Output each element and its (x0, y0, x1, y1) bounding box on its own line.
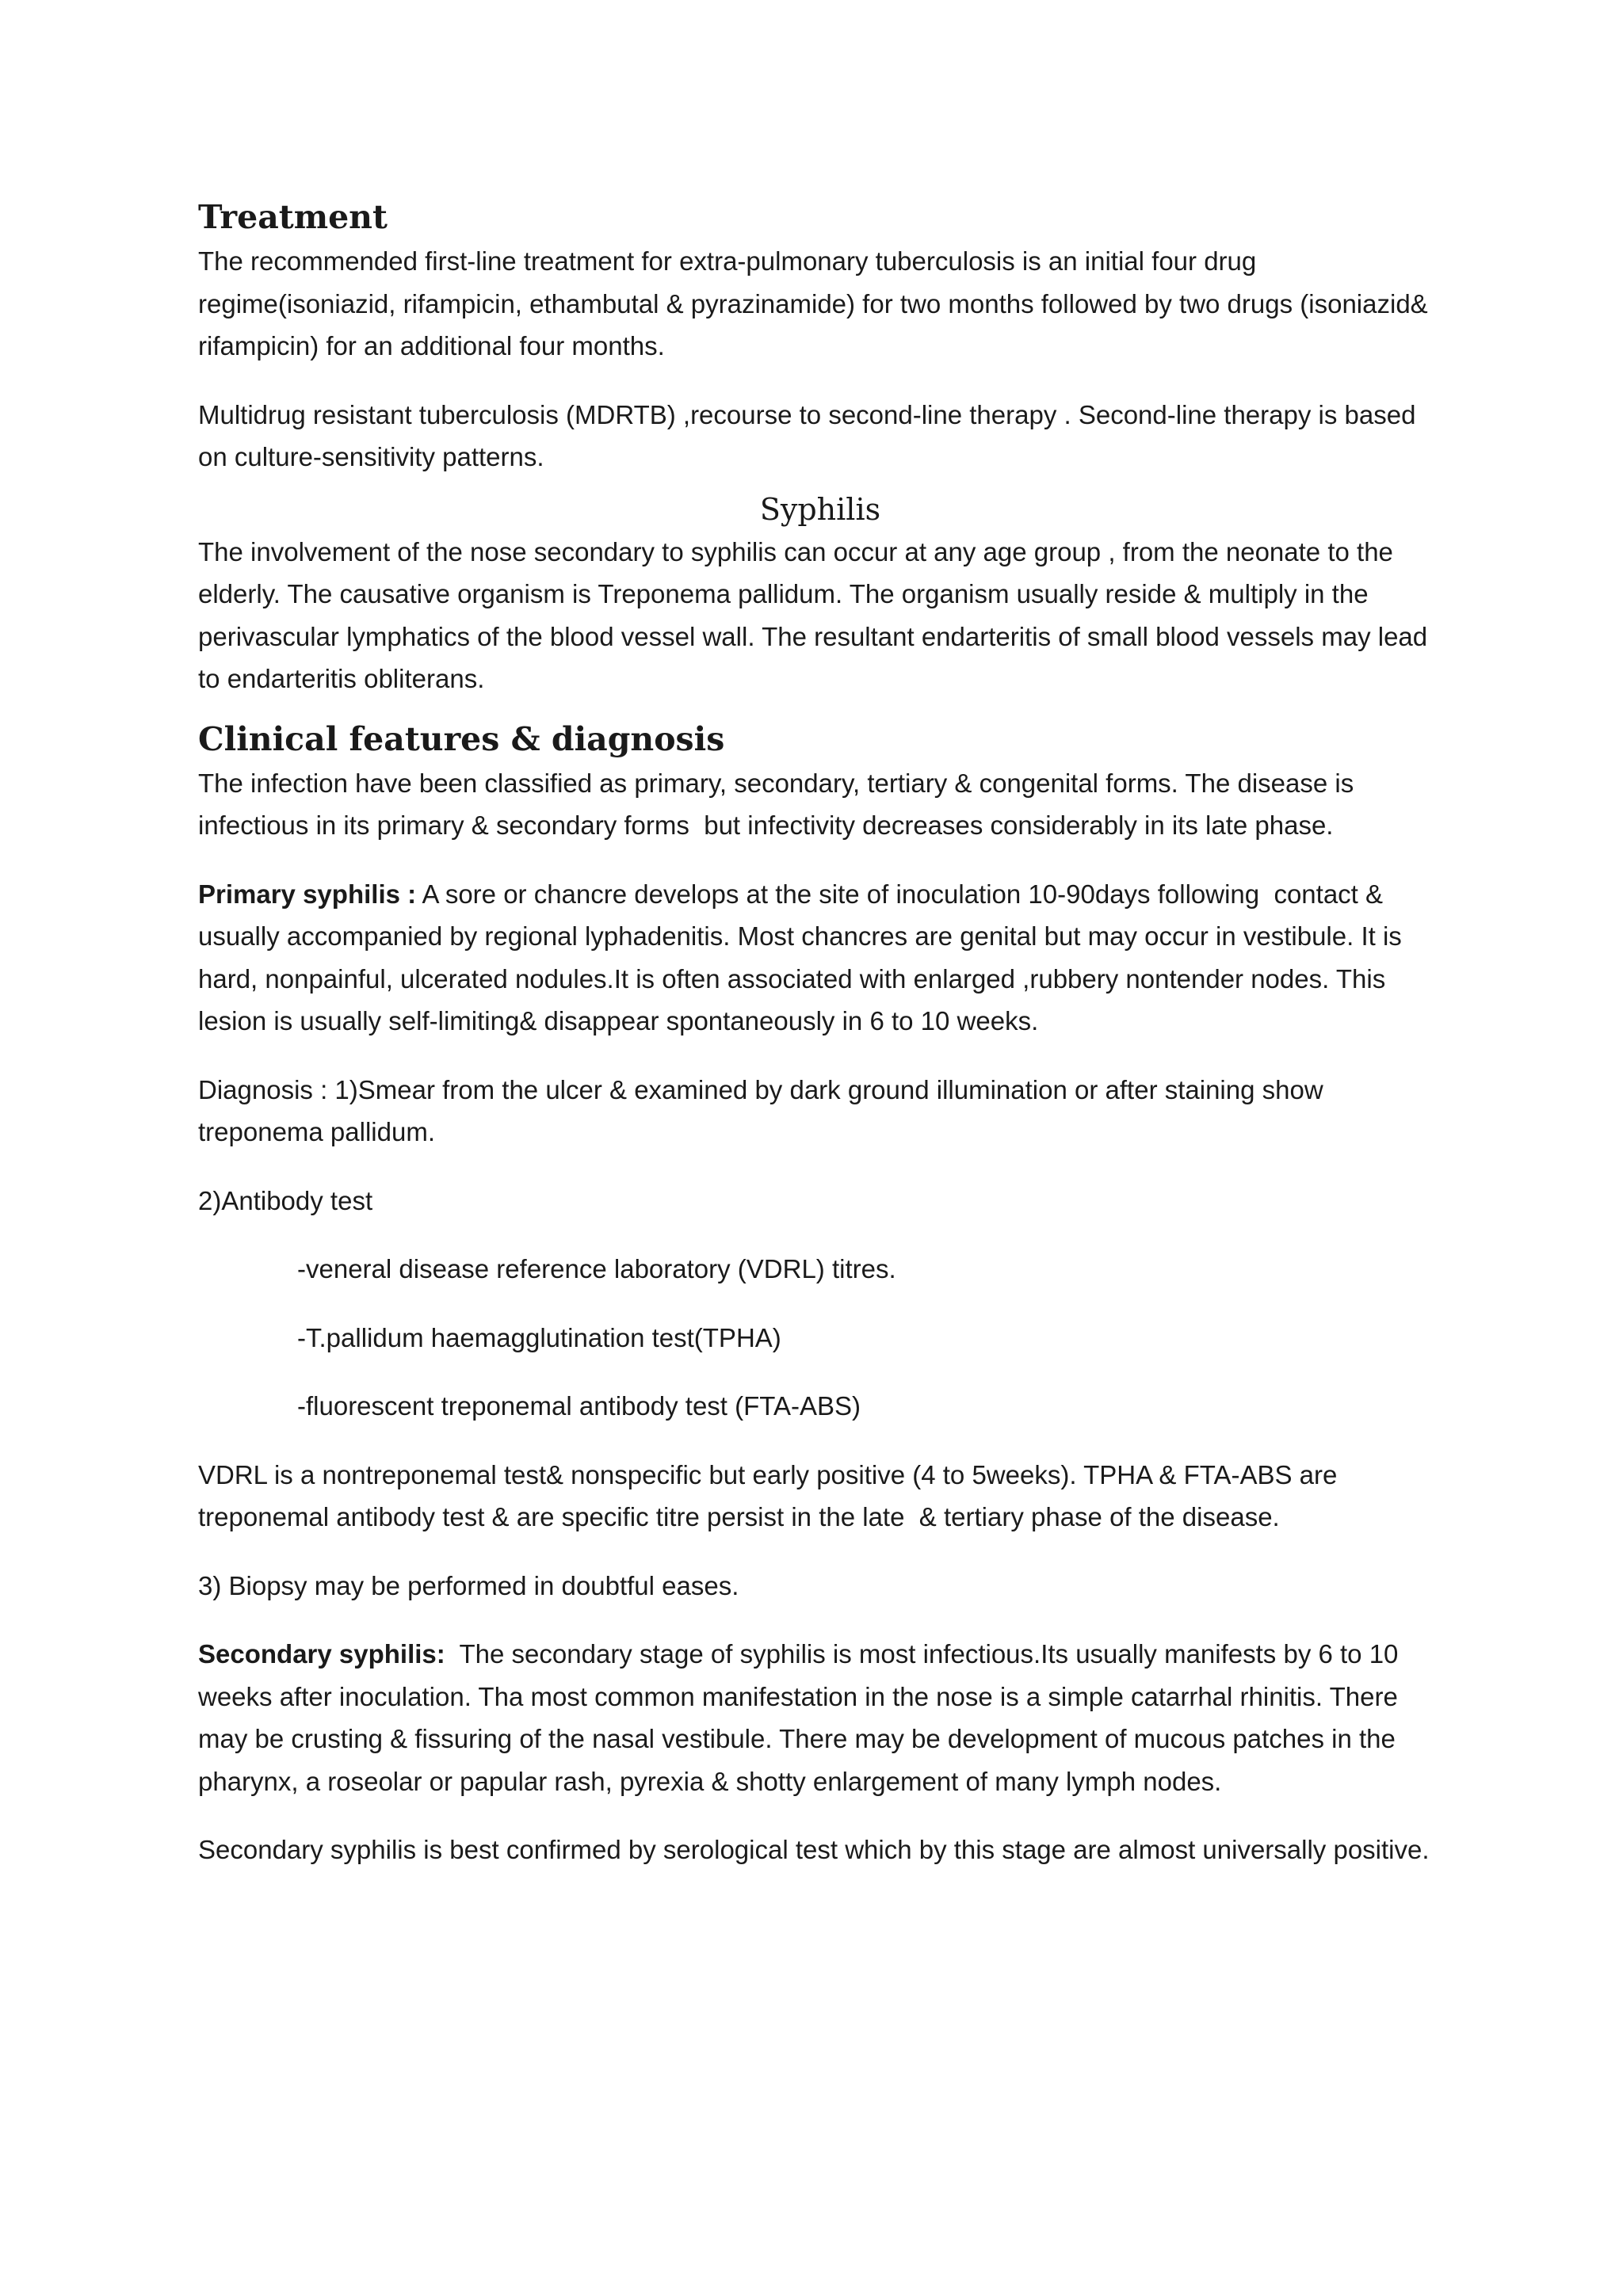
test-item: -veneral disease reference laboratory (VDRL) titres. (297, 1254, 896, 1283)
clinical-paragraph-1: The infection have been classified as primary, secondary, tertiary & congenital forms. The disease is infectious in its primary & secondary forms but infectivity decreases considerably in its late phase. (198, 768, 1361, 840)
syphilis-title: Syphilis (759, 491, 881, 527)
vdrl-paragraph: VDRL is a nontreponemal test& nonspecific but early positive (4 to 5weeks). TPHA & FTA-ABS are treponemal antibody test & are specific titre persist in the late & tertiary phase of the disease. (198, 1459, 1345, 1531)
primary-syphilis-text: A sore or chancre develops at the site of inoculation 10-90days following contact & usually accompanied by regional lyphadenitis. Most chancres are genital but may occur in vestibule. It is hard, nonpainful, ulcerated nodules.It is often associated with enlarged ,rubbery nontender nodes. This lesion is usually self-limiting& disappear spontaneously in 6 to 10 weeks. (198, 879, 1409, 1035)
treatment-paragraph-1: The recommended first-line treatment for extra-pulmonary tuberculosis is an initial four drug regime(isoniazid, rifampicin, ethambutal & pyrazinamide) for two months followed by two drugs (isoniazid& rifampicin) for an additional four months. (198, 246, 1435, 360)
diagnosis-paragraph-2: 2)Antibody test (198, 1185, 373, 1215)
diagnosis-paragraph-3: 3) Biopsy may be performed in doubtful eases. (198, 1570, 739, 1600)
secondary-syphilis-paragraph (198, 1633, 1442, 1802)
diagnosis-paragraph-1: Diagnosis : 1)Smear from the ulcer & examined by dark ground illumination or after staining show treponema pallidum. (198, 1074, 1331, 1146)
clinical-heading: Clinical features & diagnosis (198, 719, 725, 758)
secondary-syphilis-text: The secondary stage of syphilis is most infectious.Its usually manifests by 6 to 10 weeks after inoculation. Tha most common manifestation in the nose is a simple catarrhal rhinitis. There may be crusting & fissuring of the nasal vestibule. There may be development of mucous patches in the pharynx, a roseolar or papular rash, pyrexia & shotty enlargement of many lymph nodes. (198, 1639, 1406, 1796)
test-item: -fluorescent treponemal antibody test (FTA-ABS) (297, 1391, 861, 1421)
test-item: -T.pallidum haemagglutination test(TPHA) (297, 1322, 781, 1352)
treatment-paragraph-2: Multidrug resistant tuberculosis (MDRTB) ,recourse to second-line therapy . Second-line therapy is based on culture-sensitivity patterns. (198, 399, 1423, 471)
syphilis-paragraph-1: The involvement of the nose secondary to syphilis can occur at any age group , from the neonate to the elderly. The causative organism is Treponema pallidum. The organism usually reside & multiply in the perivascular lymphatics of the blood vessel wall. The resultant endarteritis of small blood vessels may lead to endarteritis obliterans. (198, 536, 1435, 693)
secondary-syphilis-label: Secondary syphilis: (198, 1639, 445, 1669)
primary-syphilis-label: Primary syphilis : (198, 879, 417, 909)
primary-syphilis-paragraph (198, 873, 1442, 1043)
document-page (198, 194, 1442, 1897)
treatment-heading: Treatment (198, 198, 388, 236)
secondary-confirm-paragraph: Secondary syphilis is best confirmed by serological test which by this stage are almost universally positive. (198, 1835, 1430, 1864)
